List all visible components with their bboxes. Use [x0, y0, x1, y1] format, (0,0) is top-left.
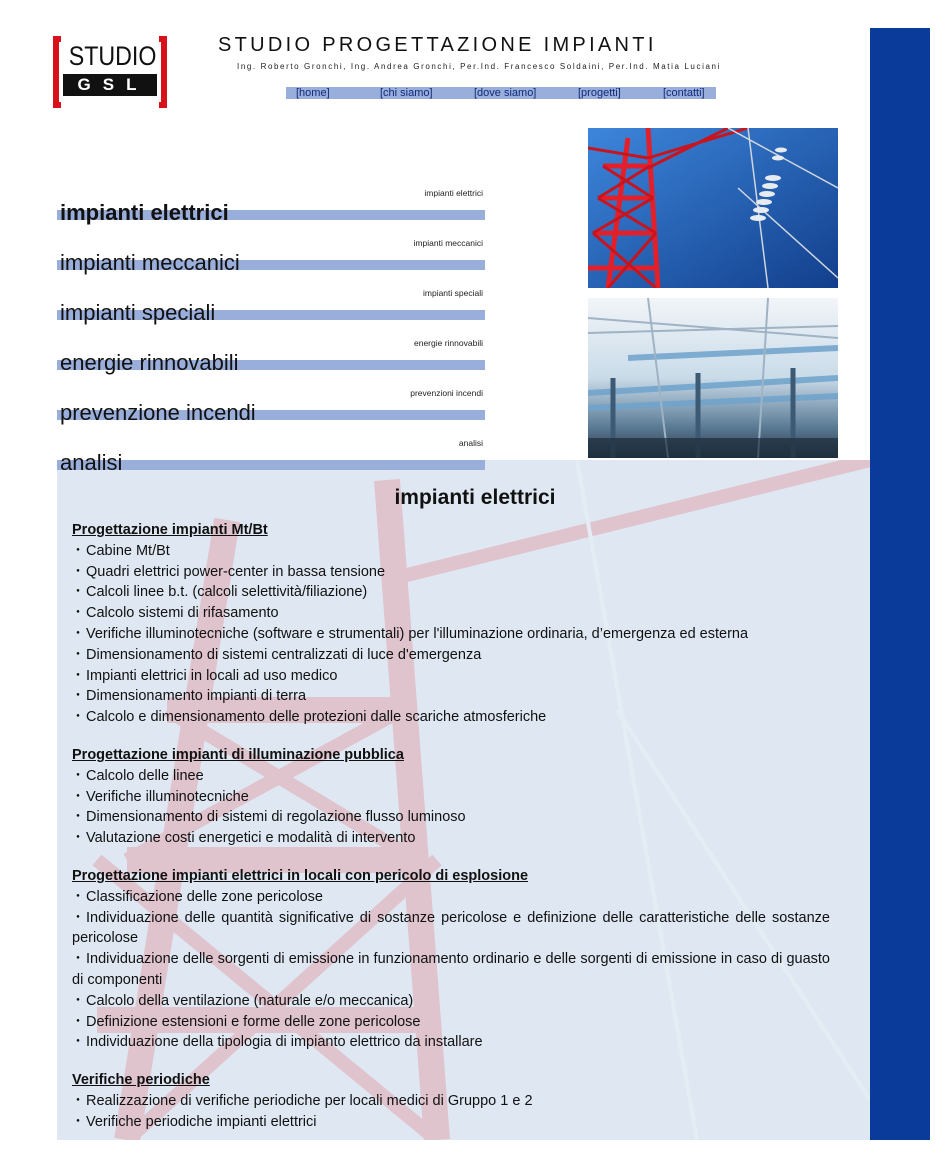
service-label: prevenzione incendi: [60, 400, 256, 425]
service-item-impianti-meccanici[interactable]: [57, 238, 485, 275]
list-item: ・ Quadri elettrici power-center in bassa tensione: [72, 562, 830, 583]
photo-electric-tower: [588, 128, 838, 288]
nav-home[interactable]: [home]: [296, 87, 330, 99]
right-blue-band: [870, 28, 930, 1140]
nav-progetti[interactable]: [progetti]: [578, 87, 621, 99]
list-item: ・ Calcolo delle linee: [72, 766, 830, 787]
service-label: impianti meccanici: [60, 250, 240, 275]
section-verifiche-periodiche: [72, 1070, 830, 1132]
studio-gsl-logo[interactable]: [53, 36, 167, 108]
logo-right-bracket: [161, 36, 167, 108]
section-mt-bt: [72, 520, 830, 728]
list-item: ・ Individuazione delle quantità significative di sostanze pericolose e definizione delle caratteristiche delle sostanze pericolose: [72, 908, 830, 950]
section-title: Progettazione impianti Mt/Bt: [72, 522, 268, 538]
section-title: Progettazione impianti di illuminazione pubblica: [72, 746, 404, 763]
top-navigation: [286, 87, 716, 99]
logo-left-bracket: [53, 36, 59, 108]
list-item: ・ Classificazione delle zone pericolose: [72, 887, 830, 908]
service-item-prevenzione-incendi[interactable]: [57, 388, 485, 425]
list-item: ・ Verifiche illuminotecniche: [72, 787, 830, 808]
service-label: impianti speciali: [60, 300, 216, 325]
photo-industrial-pipes: [588, 298, 838, 458]
section-title: Progettazione impianti elettrici in locali con pericolo di esplosione: [72, 867, 529, 884]
list-item: ・ Dimensionamento impianti di terra: [72, 686, 830, 707]
service-item-energie-rinnovabili[interactable]: [57, 338, 485, 375]
list-item: ・ Individuazione della tipologia di impianto elettrico da installare: [72, 1032, 830, 1053]
service-label: impianti elettrici: [60, 200, 229, 225]
content-heading: [0, 486, 950, 510]
nav-contatti[interactable]: [contatti]: [663, 87, 705, 99]
section-pericolo-esplosione: [72, 866, 830, 1053]
logo-word-gsl: GSL: [63, 74, 157, 96]
service-small-label: analisi: [458, 438, 483, 448]
list-item: ・ Calcolo e dimensionamento delle protezioni dalle scariche atmosferiche: [72, 707, 830, 728]
content-body: [72, 520, 830, 1150]
list-item: ・ Individuazione delle sorgenti di emissione in funzionamento ordinario e delle sorgenti di emissione in caso di guasto di componenti: [72, 949, 830, 991]
service-label: energie rinnovabili: [60, 350, 239, 375]
section-illuminazione-pubblica: [72, 745, 830, 849]
nav-dove-siamo[interactable]: [dove siamo]: [474, 87, 537, 99]
list-item: ・ Impianti elettrici in locali ad uso medico: [72, 666, 830, 687]
list-item: ・ Verifiche illuminotecniche (software e strumentali) per l'illuminazione ordinaria, d’emergenza ed esterna: [72, 624, 830, 645]
service-item-impianti-elettrici[interactable]: [57, 188, 485, 225]
service-small-label: prevenzioni incendi: [410, 388, 483, 398]
service-small-label: impianti meccanici: [413, 238, 483, 248]
service-item-impianti-speciali[interactable]: [57, 288, 485, 325]
list-item: ・ Cabine Mt/Bt: [72, 541, 830, 562]
section-title: Verifiche periodiche: [72, 1072, 210, 1089]
list-item: ・ Calcolo sistemi di rifasamento: [72, 603, 830, 624]
list-item: ・ Verifiche periodiche impianti elettrici: [72, 1112, 830, 1133]
list-item: ・ Definizione estensioni e forme delle zone pericolose: [72, 1012, 830, 1033]
service-small-label: impianti elettrici: [424, 188, 483, 198]
service-small-label: impianti speciali: [423, 288, 483, 298]
service-item-analisi[interactable]: [57, 438, 485, 475]
nav-chi-siamo[interactable]: [chi siamo]: [380, 87, 433, 99]
logo-word-studio: STUDIO: [68, 41, 157, 71]
list-item: ・ Dimensionamento di sistemi centralizzati di luce d'emergenza: [72, 645, 830, 666]
site-subtitle: Ing. Roberto Gronchi, Ing. Andrea Gronchi, Per.Ind. Francesco Soldaini, Per.Ind. Matia Luciani: [237, 62, 721, 71]
list-item: ・ Calcolo della ventilazione (naturale e/o meccanica): [72, 991, 830, 1012]
service-small-label: energie rinnovabili: [414, 338, 483, 348]
list-item: ・ Realizzazione di verifiche periodiche per locali medici di Gruppo 1 e 2: [72, 1091, 830, 1112]
list-item: ・ Valutazione costi energetici e modalità di intervento: [72, 828, 830, 849]
site-title: STUDIO PROGETTAZIONE IMPIANTI: [218, 34, 657, 56]
list-item: ・ Dimensionamento di sistemi di regolazione flusso luminoso: [72, 807, 830, 828]
list-item: ・ Calcoli linee b.t. (calcoli selettività/filiazione): [72, 582, 830, 603]
content-heading-text: impianti elettrici: [394, 486, 556, 509]
service-label: analisi: [60, 450, 123, 475]
